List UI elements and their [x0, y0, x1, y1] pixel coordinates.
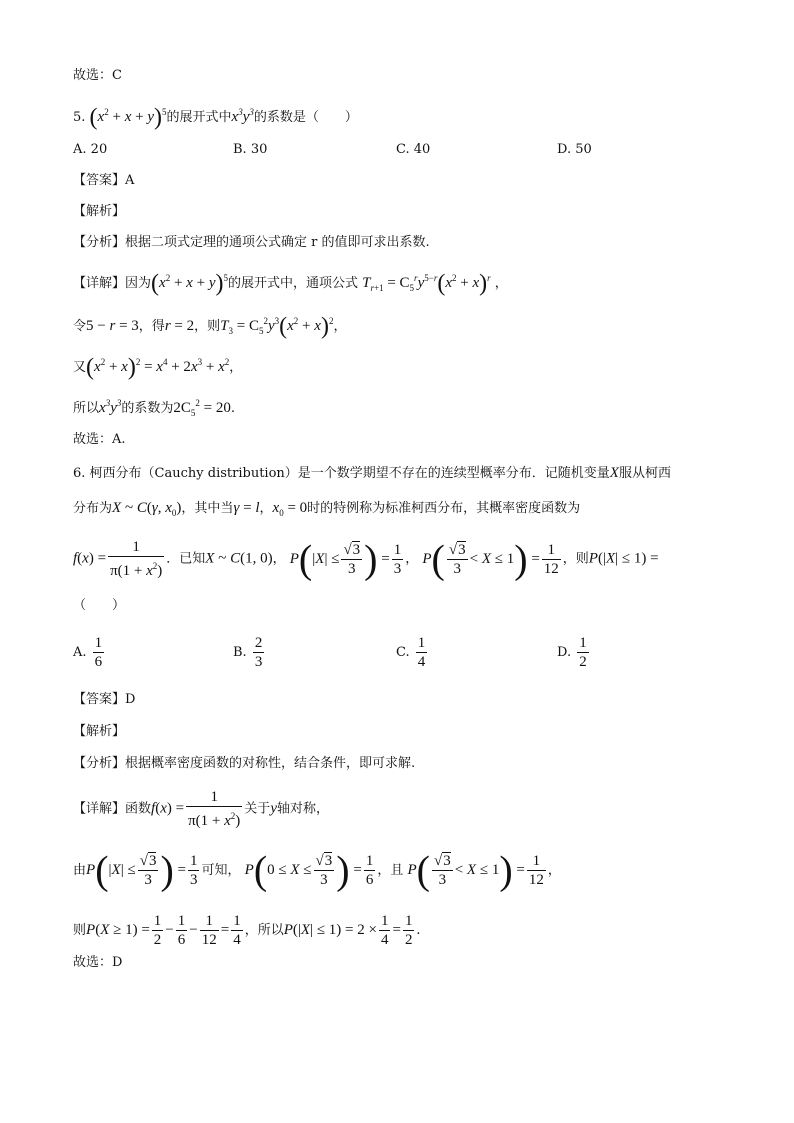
q6-xiangjie-1: 【详解】函数f(x) = $\frac{1}{\pi(1 + x^2)}$ 关于y轴对称，: [73, 789, 329, 829]
q5-option-c[interactable]: C. 40: [396, 142, 431, 157]
q5-answer: 【答案】A: [73, 173, 135, 188]
q6-xiangjie-3: 则P(X ≥ 1) = $\frac{1}{2}$ − $\frac{1}{6}$ − $\frac{1}{12}$ = $\frac{1}{4}$ ，所以P(|X| ≤ 1) = 2 × $\frac{1}{4}$ = $\frac{1}{2}$ .: [73, 913, 421, 949]
q5-xiangjie-3: 又$(x^2 + x)^2 = x^4 + 2x^3 + x^2$，: [73, 354, 243, 381]
q5-option-d[interactable]: D. 50: [557, 142, 592, 157]
q6-option-c[interactable]: C. $\frac{1}{4}$: [396, 635, 426, 670]
q6-stem-2: 分布为X ~ C(γ, $x_0$)，其中当γ = l，$x_0 = 0$时的特例称为标准柯西分布，其概率密度函数为: [73, 500, 581, 518]
q5-fenxi: 【分析】根据二项式定理的通项公式确定 r 的值即可求出系数.: [73, 235, 430, 250]
q5-xiangjie-2: 令5 − r = 3，得r = 2，则$T_3 = C_5^2y^3(x^2 + x)^2$，: [73, 313, 347, 340]
q5-expression: $(x^2 + x + y)^5$: [89, 104, 167, 131]
q6-option-a[interactable]: A. $\frac{1}{6}$: [73, 635, 103, 670]
q5-number: 5.: [73, 110, 86, 125]
q5-stem: 5. $(x^2 + x + y)^5$的展开式中$x^3y^3$的系数是（ ）: [73, 104, 358, 131]
q6-answer: 【答案】D: [73, 692, 136, 707]
q6-analysis-tag: 【解析】: [73, 724, 126, 739]
q6-option-d[interactable]: D. $\frac{1}{2}$: [557, 635, 587, 670]
q5-option-b[interactable]: B. 30: [233, 142, 268, 157]
q6-stem-3: f(x) = $\frac{1}{\pi(1 + x^2)}$ ．已知X ~ C(1, 0)， P(|X| ≤ $\frac{√3}{3}$ ) = $\frac{1}{3}$ ， P( $\frac{√3}{3}$ < X ≤ 1) = $\frac{1}{12}$ ，则P(|X| ≤ 1) =: [73, 536, 659, 582]
q5-term: $x^3y^3$: [231, 107, 254, 125]
q5-xiangjie-1: 【详解】因为$(x^2 + x + y)^5$的展开式中，通项公式 $T_{r+1} = C_5^ry^{5-r}(x^2 + x)^r$ ，: [73, 270, 508, 297]
prev-answer: 故选：C: [73, 68, 122, 83]
q5-option-a[interactable]: A. 20: [73, 142, 108, 157]
q6-xiangjie-2: 由P(|X| ≤ $\frac{√3}{3}$ ) = $\frac{1}{3}$ 可知， P(0 ≤ X ≤ $\frac{√3}{3}$ ) = $\frac{1}{6}$ ，且 P( $\frac{√3}{3}$ < X ≤ 1) = $\frac{1}{12}$ ，: [73, 847, 561, 893]
q6-stem-1: 6. 柯西分布（Cauchy distribution）是一个数学期望不存在的连续型概率分布．记随机变量X服从柯西: [73, 465, 671, 481]
q6-fenxi: 【分析】根据概率密度函数的对称性，结合条件，即可求解.: [73, 756, 416, 771]
q6-final: 故选：D: [73, 955, 123, 970]
q5-xiangjie-4: 所以$x^3y^3$的系数为$2C_5^2 = 20$.: [73, 398, 235, 418]
q5-final: 故选：A.: [73, 432, 126, 447]
q6-paren: （ ）: [73, 598, 126, 613]
q6-option-b[interactable]: B. $\frac{2}{3}$: [233, 635, 263, 670]
q5-analysis-tag: 【解析】: [73, 204, 126, 219]
